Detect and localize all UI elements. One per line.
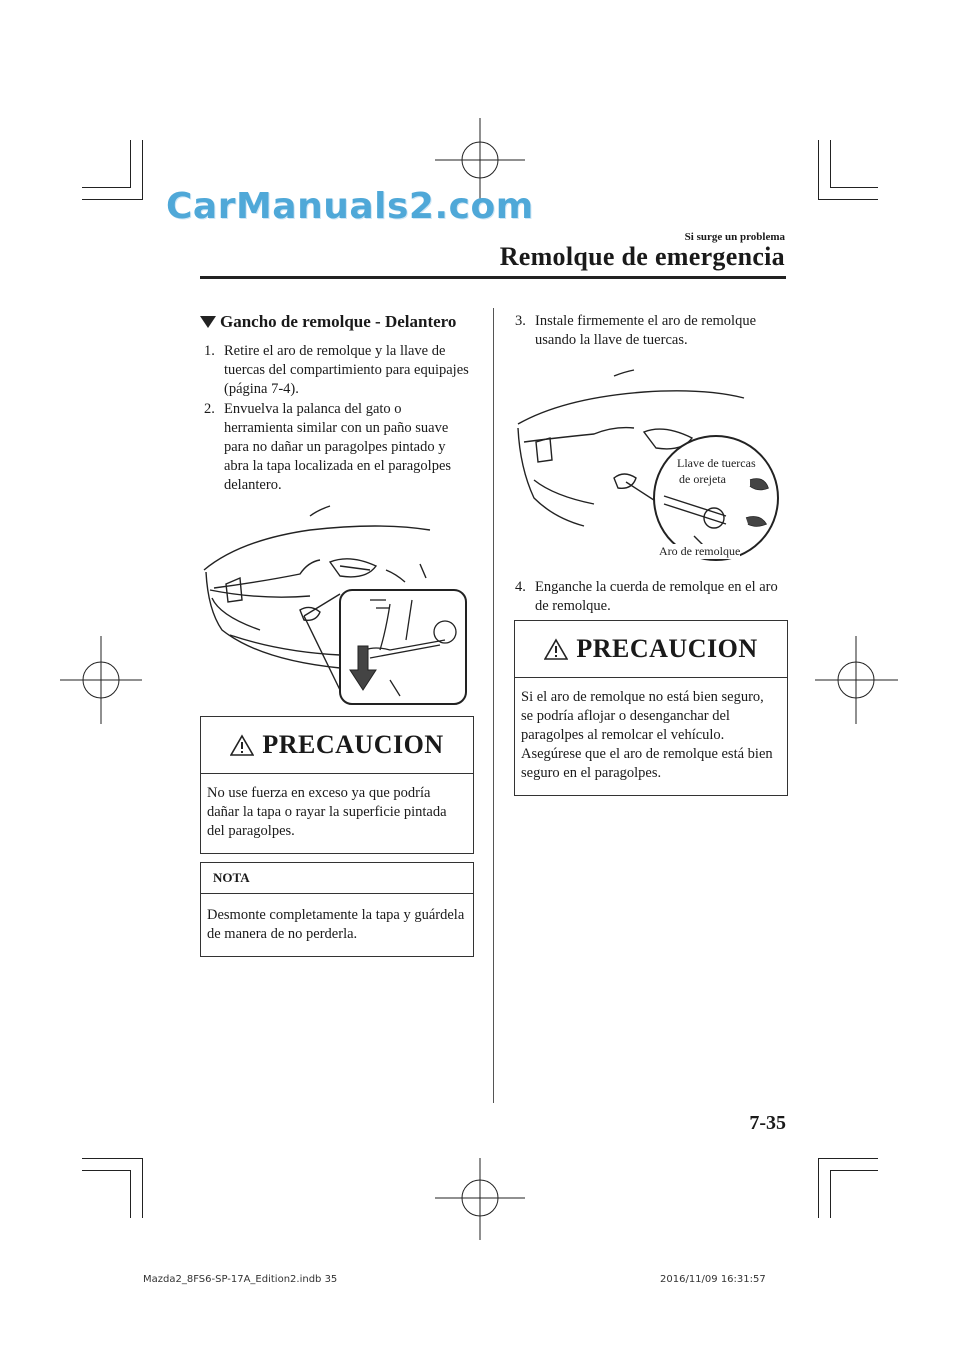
caution-box-2 <box>514 620 788 796</box>
column-divider <box>493 308 494 1103</box>
step-3: 3. Instale firmemente el aro de remolque usando la llave de tuercas. <box>515 313 757 348</box>
page-number: 7-35 <box>749 1112 786 1134</box>
caution-title-1: PRECAUCION <box>262 730 444 759</box>
caution-text-2: Si el aro de remolque no está bien seguro, se podría aflojar o desenganchar del paragolpes al remolcar el vehículo. Asegúrese que el aro de remolque está bien seguro en el paragolpes. <box>521 689 773 781</box>
step-4: 4. Enganche la cuerda de remolque en el aro de remolque. <box>515 579 778 614</box>
footer-date: 2016/11/09 16:31:57 <box>660 1274 766 1285</box>
step-2: 2. Envuelva la palanca del gato o herramienta similar con un paño suave para no dañar un paragolpes pintado y abra la tapa localizada en el paragolpes delantero. <box>204 401 452 493</box>
header-rule <box>200 276 786 279</box>
caution-title-2: PRECAUCION <box>576 634 758 663</box>
note-title: NOTA <box>201 863 473 894</box>
label-wrench-line2: de orejeta <box>679 472 726 486</box>
note-text: Desmonte completamente la tapa y guárdela de manera de no perderla. <box>207 907 465 942</box>
header-section-label: Si surge un problema <box>684 231 785 243</box>
label-tow-ring: Aro de remolque <box>659 544 741 558</box>
note-box <box>200 862 474 957</box>
warning-triangle-icon <box>230 734 254 756</box>
watermark-logo: CarManuals2.com <box>166 186 534 227</box>
triangle-bullet-icon <box>200 316 216 328</box>
caution-text-1: No use fuerza en exceso ya que podría dañar la tapa o rayar la superficie pintada del paragolpes. <box>207 785 447 839</box>
step-1: 1. Retire el aro de remolque y la llave de tuercas del compartimiento para equipajes (página 7-4). <box>204 343 469 397</box>
section-title <box>200 312 456 332</box>
label-wrench-line1: Llave de tuercas <box>677 456 756 470</box>
caution-box-1 <box>200 716 474 854</box>
header-title: Remolque de emergencia <box>499 242 785 271</box>
figure-cover-removal <box>200 500 472 710</box>
footer-file: Mazda2_8FS6-SP-17A_Edition2.indb 35 <box>143 1274 338 1285</box>
warning-triangle-icon <box>544 638 568 660</box>
section-title-text: Gancho de remolque - Delantero <box>220 312 457 331</box>
